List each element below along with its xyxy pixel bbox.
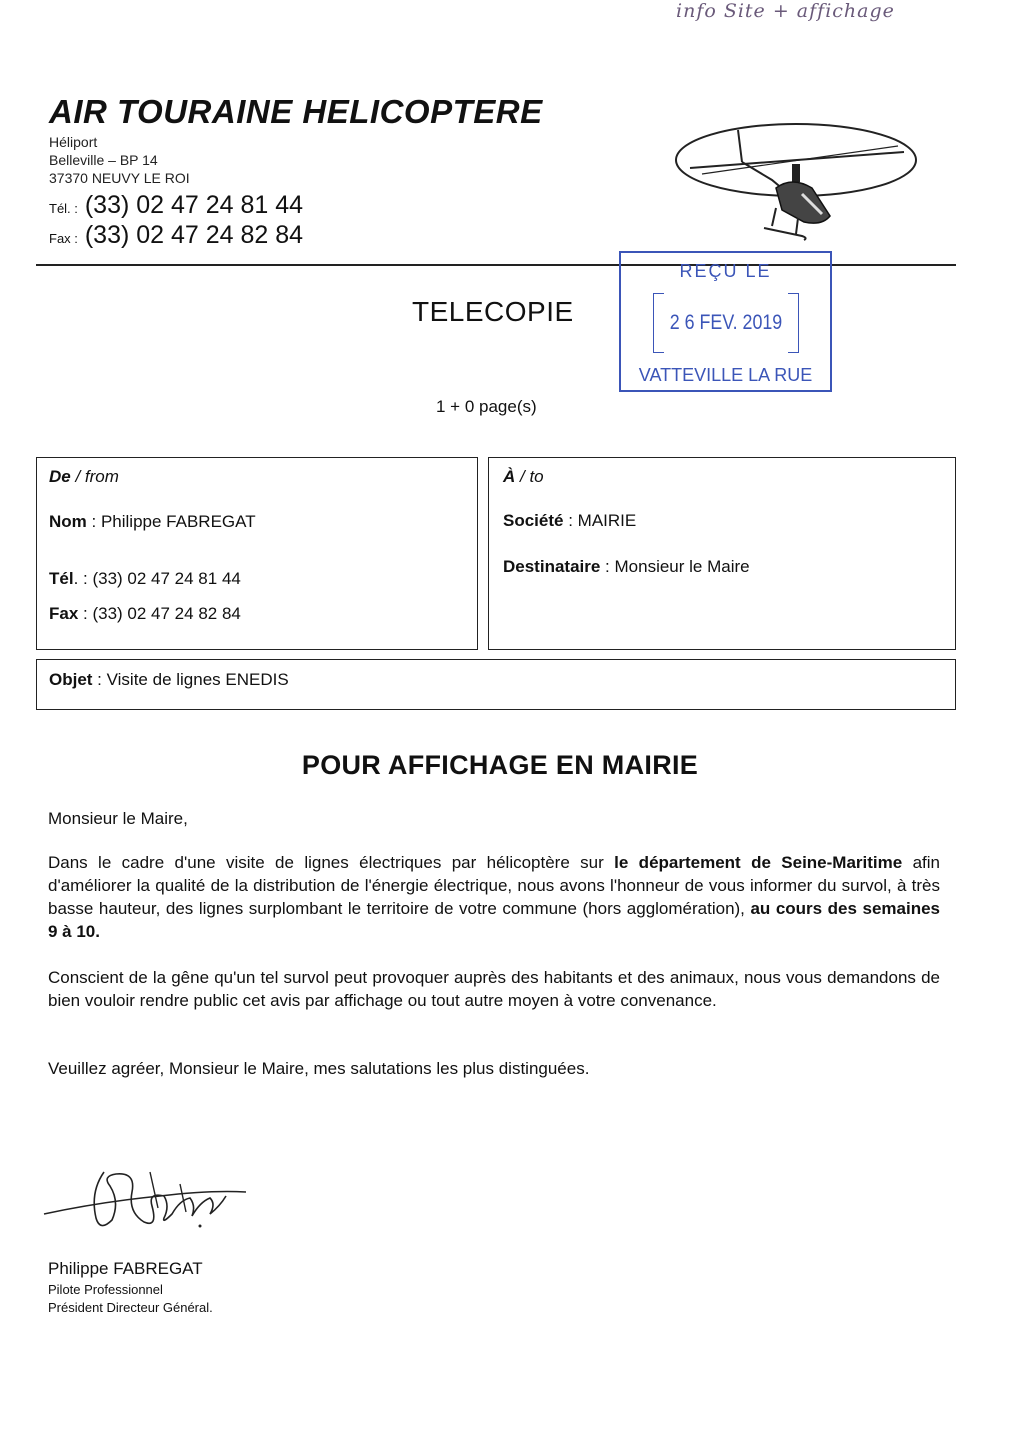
stamp-bracket-right <box>788 293 799 353</box>
address-line-1: Héliport <box>49 134 98 150</box>
tel-number: (33) 02 47 24 81 44 <box>84 191 304 219</box>
from-name-label: Nom <box>49 512 87 531</box>
from-name-value: : Philippe FABREGAT <box>86 512 256 531</box>
sender-fax <box>49 221 303 250</box>
to-header-bold: À <box>503 467 516 486</box>
to-header <box>503 467 544 487</box>
paragraph-2: Conscient de la gêne qu'un tel survol peut provoquer auprès des habitants et des animaux, nous vous demandons de bien vouloir rendre public cet avis par affichage ou tout autre moyen à votre convenance. <box>48 968 940 1010</box>
fax-label: Fax : <box>49 231 78 246</box>
subject-value: : Visite de lignes ENEDIS <box>92 670 289 689</box>
signatory-name: Philippe FABREGAT <box>48 1259 203 1278</box>
sender-phone <box>49 191 303 220</box>
stamp-place: VATTEVILLE LA RUE <box>638 365 813 385</box>
to-header-italic: / to <box>515 467 544 486</box>
to-company-value: : MAIRIE <box>563 511 637 530</box>
from-fax-label: Fax <box>49 604 79 623</box>
signature-scribble-icon <box>40 1162 270 1240</box>
p1-bold-region: le département de Seine-Maritime <box>614 853 903 872</box>
signatory-title-1: Pilote Professionnel <box>48 1282 163 1297</box>
to-recipient-value: : Monsieur le Maire <box>600 557 750 576</box>
from-fax <box>49 604 241 624</box>
from-name <box>49 512 256 532</box>
from-header-bold: De <box>49 467 71 486</box>
address-line-2: Belleville – BP 14 <box>49 152 158 168</box>
paragraph-3: Veuillez agréer, Monsieur le Maire, mes salutations les plus distinguées. <box>48 1059 590 1078</box>
from-header <box>49 467 119 487</box>
to-company-label: Société <box>503 511 564 530</box>
from-tel-value: . : (33) 02 47 24 81 44 <box>73 569 241 588</box>
company-name: AIR TOURAINE HELICOPTERE <box>49 93 543 130</box>
subject <box>49 670 289 690</box>
to-company <box>503 511 636 531</box>
document-title: TELECOPIE <box>412 296 574 327</box>
stamp-received-label: REÇU LE <box>679 261 772 281</box>
from-box <box>36 457 478 650</box>
paragraph-1 <box>48 851 940 943</box>
salutation: Monsieur le Maire, <box>48 809 188 828</box>
to-recipient-label: Destinataire <box>503 557 601 576</box>
address-line-3: 37370 NEUVY LE ROI <box>49 170 190 186</box>
p1-text-c: afin d'améliorer la qualité de la distribution de l'énergie électrique, nous avons l'honneur de vous informer du survol, à très basse hauteur, des lignes surplombant le territoire de votre commune (hors agglomération), <box>48 853 940 918</box>
stamp-date-box <box>653 291 799 355</box>
from-fax-value: : (33) 02 47 24 82 84 <box>78 604 241 623</box>
page-count: 1 + 0 page(s) <box>436 397 537 416</box>
from-tel <box>49 569 241 589</box>
to-recipient <box>503 557 750 577</box>
helicopter-logo-icon <box>672 118 918 248</box>
subject-label: Objet <box>49 670 93 689</box>
handwritten-note: info Site + affichage <box>676 0 895 22</box>
p1-bold-period: au cours des semaines 9 à 10. <box>48 899 940 941</box>
fax-number: (33) 02 47 24 82 84 <box>84 221 304 249</box>
to-box <box>488 457 956 650</box>
tel-label: Tél. : <box>49 201 78 216</box>
p1-text-a: Dans le cadre d'une visite de lignes électriques par hélicoptère sur <box>48 853 615 872</box>
stamp-date: 2 6 FEV. 2019 <box>669 311 783 334</box>
received-stamp <box>619 251 832 392</box>
from-header-italic: / from <box>70 467 119 486</box>
notice-heading: POUR AFFICHAGE EN MAIRIE <box>301 750 699 780</box>
stamp-bracket-left <box>653 293 664 353</box>
from-tel-label: Tél <box>49 569 74 588</box>
subject-box <box>36 659 956 710</box>
signatory-title-2: Président Directeur Général. <box>48 1300 213 1315</box>
